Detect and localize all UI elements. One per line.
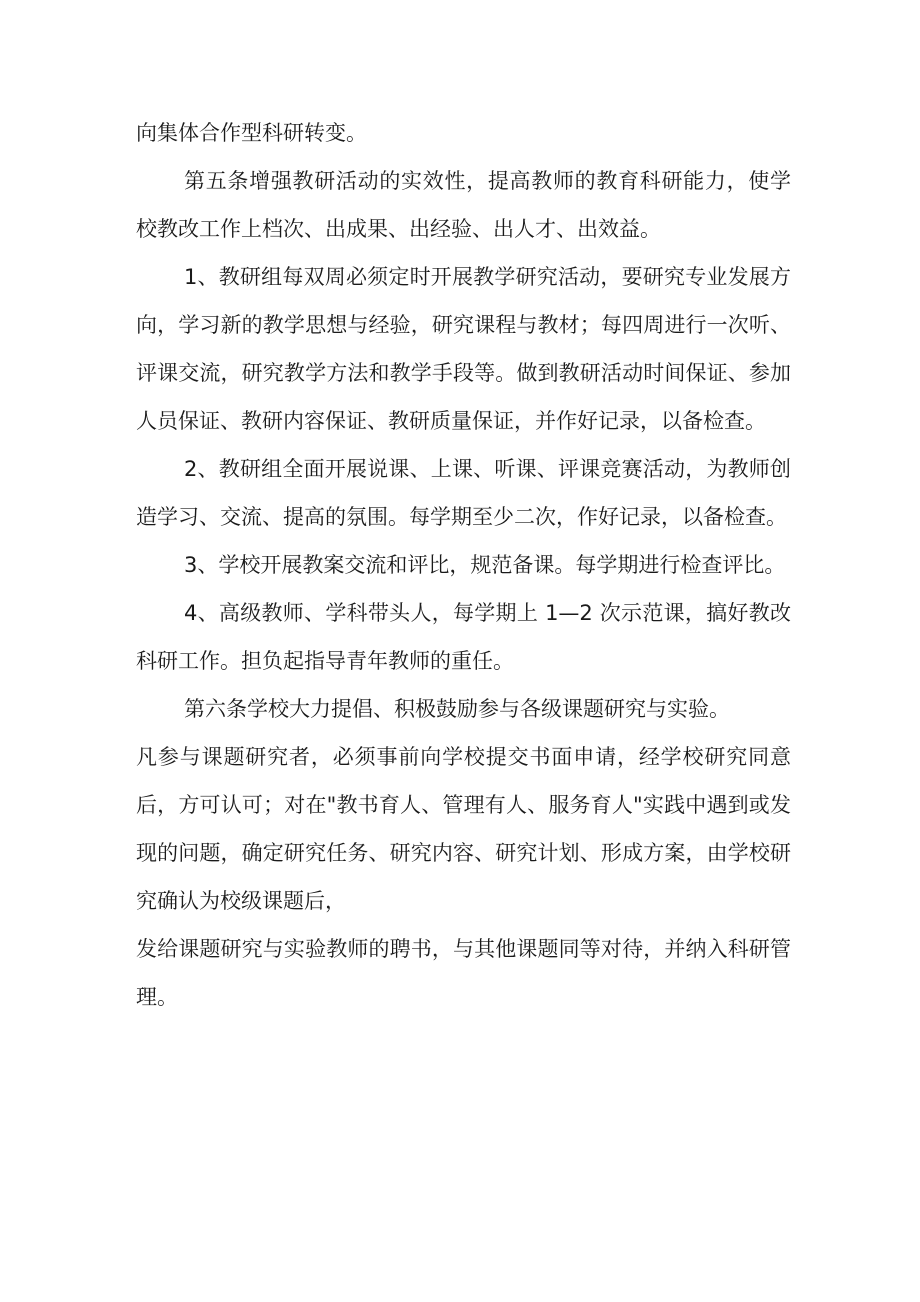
paragraph-management: 发给课题研究与实验教师的聘书，与其他课题同等对待，并纳入科研管理。 (136, 937, 791, 1009)
paragraph-continuation: 向集体合作型科研转变。 (136, 121, 367, 145)
document-body (136, 109, 791, 1021)
paragraph-item-2: 2、教研组全面开展说课、上课、听课、评课竞赛活动，为教师创造学习、交流、提高的氛围。每学期至少二次，作好记录，以备检查。 (136, 457, 791, 529)
paragraph-item-4: 4、高级教师、学科带头人，每学期上 1—2 次示范课，搞好教改科研工作。担负起指导青年教师的重任。 (136, 601, 791, 673)
paragraph-application: 凡参与课题研究者，必须事前向学校提交书面申请，经学校研究同意后，方可认可；对在"教书育人、管理有人、服务育人"实践中遇到或发现的问题，确定研究任务、研究内容、研究计划、形成方案，由学校研究确认为校级课题后， (136, 745, 791, 913)
paragraph-article-6: 第六条学校大力提倡、积极鼓励参与各级课题研究与实验。 (184, 697, 730, 721)
paragraph-item-1: 1、教研组每双周必须定时开展教学研究活动，要研究专业发展方向，学习新的教学思想与经验，研究课程与教材；每四周进行一次听、评课交流，研究教学方法和教学手段等。做到教研活动时间保证、参加人员保证、教研内容保证、教研质量保证，并作好记录，以备检查。 (136, 265, 791, 433)
paragraph-article-5: 第五条增强教研活动的实效性，提高教师的教育科研能力，使学校教改工作上档次、出成果、出经验、出人才、出效益。 (136, 169, 791, 241)
paragraph-item-3: 3、学校开展教案交流和评比，规范备课。每学期进行检查评比。 (184, 553, 786, 577)
